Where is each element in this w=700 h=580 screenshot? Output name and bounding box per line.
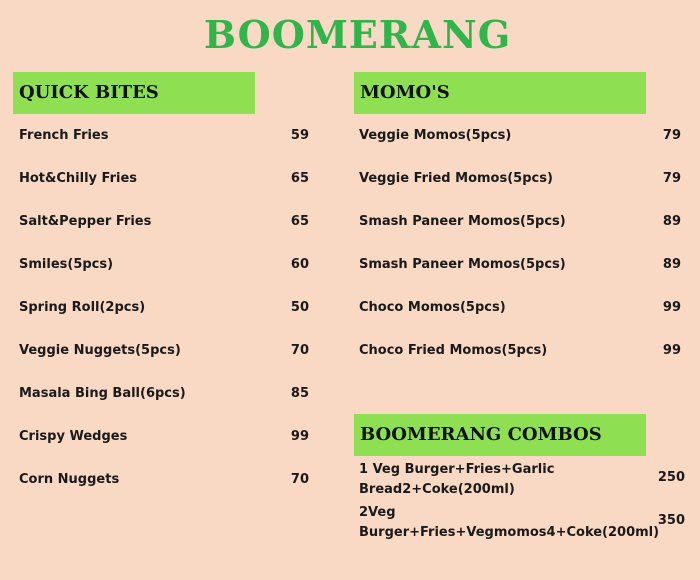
list-item (19, 300, 309, 343)
item-name: Spring Roll(2pcs) (19, 300, 146, 315)
item-price: 70 (290, 472, 309, 487)
combo-line-1: 1 Veg Burger+Fries+Garlic (359, 462, 555, 477)
list-item (19, 257, 309, 300)
item-price: 79 (662, 171, 681, 186)
item-name: Veggie Fried Momos(5pcs) (359, 171, 553, 186)
list-item (19, 171, 309, 214)
item-price: 65 (290, 214, 309, 229)
list-item (359, 257, 681, 300)
combo-line-1: 2Veg (359, 505, 396, 520)
list-item (19, 472, 309, 515)
item-name: Masala Bing Ball(6pcs) (19, 386, 186, 401)
list-item (19, 214, 309, 257)
item-price: 250 (657, 470, 685, 485)
list-item (19, 429, 309, 472)
momos-header: MOMO'S (354, 72, 646, 114)
item-price: 350 (657, 513, 685, 528)
item-name: Smash Paneer Momos(5pcs) (359, 214, 566, 229)
list-item (19, 343, 309, 386)
list-item (19, 386, 309, 429)
item-price: 89 (662, 257, 681, 272)
item-price: 99 (290, 429, 309, 444)
quick-bites-header: QUICK BITES (13, 72, 255, 114)
item-price: 50 (290, 300, 309, 315)
item-price: 59 (290, 128, 309, 143)
item-name: Choco Momos(5pcs) (359, 300, 506, 315)
list-item (359, 300, 681, 343)
item-price: 79 (662, 128, 681, 143)
item-price: 65 (290, 171, 309, 186)
item-name: Corn Nuggets (19, 472, 120, 487)
item-name: Veggie Momos(5pcs) (359, 128, 512, 143)
list-item (359, 214, 681, 257)
list-item (359, 171, 681, 214)
item-price: 89 (662, 214, 681, 229)
combos-header: BOOMERANG COMBOS (354, 414, 646, 456)
item-price: 60 (290, 257, 309, 272)
item-name: Salt&Pepper Fries (19, 214, 152, 229)
list-item (359, 128, 681, 171)
list-item (19, 128, 309, 171)
item-price: 85 (290, 386, 309, 401)
item-price: 70 (290, 343, 309, 358)
item-name: Choco Fried Momos(5pcs) (359, 343, 548, 358)
combos-list (359, 460, 685, 570)
momos-list (359, 128, 681, 386)
item-name: Crispy Wedges (19, 429, 128, 444)
item-name: Smiles(5pcs) (19, 257, 114, 272)
combo-line-2: Burger+Fries+Vegmomos4+Coke(200ml) (359, 525, 660, 540)
combo-item (359, 460, 685, 502)
item-price: 99 (662, 300, 681, 315)
quick-bites-list (19, 128, 309, 515)
item-name: Smash Paneer Momos(5pcs) (359, 257, 566, 272)
menu-title: BOOMERANG (203, 12, 512, 57)
item-name: Hot&Chilly Fries (19, 171, 137, 186)
combo-line-2: Bread2+Coke(200ml) (359, 482, 515, 497)
combo-item (359, 503, 685, 545)
item-name: French Fries (19, 128, 109, 143)
item-price: 99 (662, 343, 681, 358)
list-item (359, 343, 681, 386)
item-name: Veggie Nuggets(5pcs) (19, 343, 181, 358)
